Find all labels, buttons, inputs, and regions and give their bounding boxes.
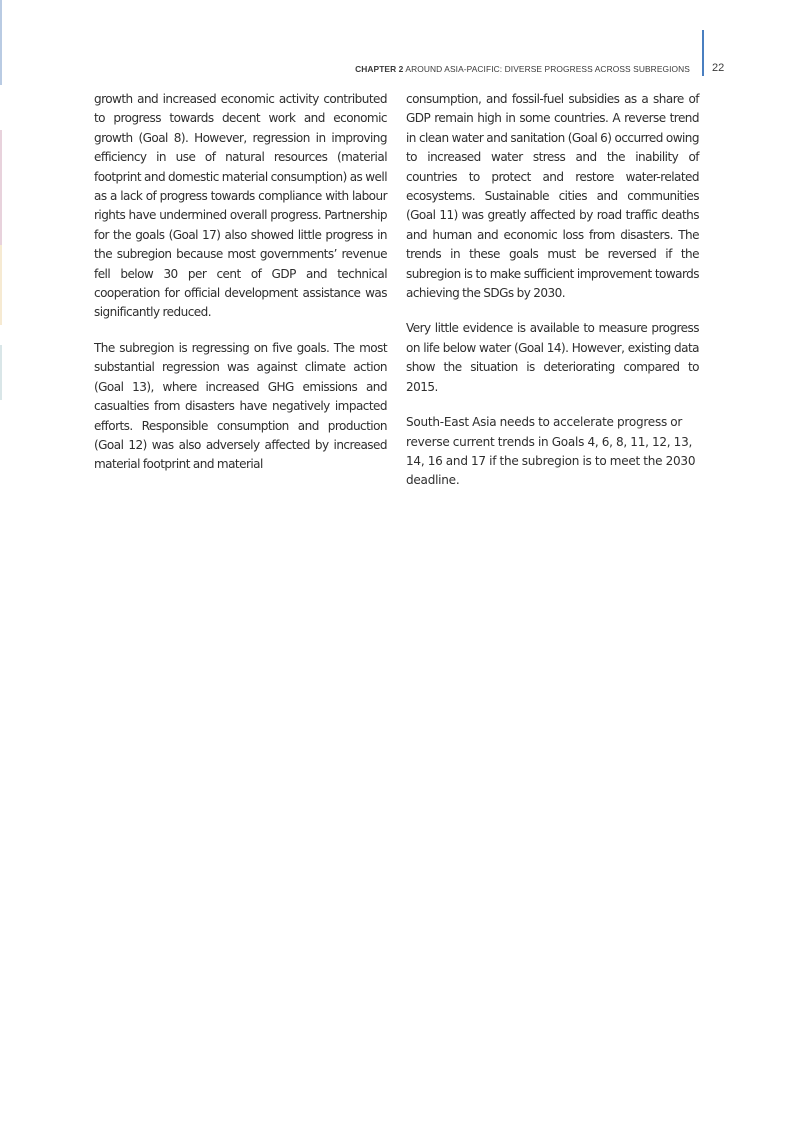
- body-paragraph: Very little evidence is available to measure progress on life below water (Goal 14). However, existing data show the situation is deteriorating compared to 2015.: [406, 321, 699, 394]
- header-divider: [702, 30, 704, 76]
- body-paragraph: growth and increased economic activity contributed to progress towards decent work and economic growth (Goal 8). However, regression in improving efficiency in use of natural resources (material footprint and domestic material consumption) as well as a lack of progress towards compliance with labour rights have undermined overall progress. Partnership for the goals (Goal 17) also showed little progress in the subregion because most governments’ revenue fell below 30 per cent of GDP and technical cooperation for official development assistance was significantly reduced.: [94, 92, 387, 320]
- left-column: [94, 90, 387, 475]
- running-header: [355, 64, 690, 74]
- page-edge-strip: [0, 0, 2, 400]
- body-paragraph: The subregion is regressing on five goals. The most substantial regression was against climate action (Goal 13), where increased GHG emissions and casualties from disasters have negatively impacted efforts. Responsible consumption and production (Goal 12) was also adversely affected by increased material footprint and material: [94, 340, 387, 472]
- page-number: 22: [712, 62, 725, 74]
- chapter-label: CHAPTER 2: [355, 64, 404, 74]
- chapter-title: AROUND ASIA-PACIFIC: DIVERSE PROGRESS ACROSS SUBREGIONS: [405, 64, 690, 74]
- right-column: [406, 90, 699, 491]
- conclusion-paragraph: South-East Asia needs to accelerate progress or reverse current trends in Goals 4, 6, 8, 11, 12, 13, 14, 16 and 17 if the subregion is to meet the 2030 deadline.: [406, 415, 696, 488]
- body-paragraph: consumption, and fossil-fuel subsidies as a share of GDP remain high in some countries. A reverse trend in clean water and sanitation (Goal 6) occurred owing to increased water stress and the inability of countries to protect and restore water-related ecosystems. Sustainable cities and communities (Goal 11) was greatly affected by road traffic deaths and human and economic loss from disasters. The trends in these goals must be reversed if the subregion is to make sufficient improvement towards achieving the SDGs by 2030.: [406, 92, 699, 301]
